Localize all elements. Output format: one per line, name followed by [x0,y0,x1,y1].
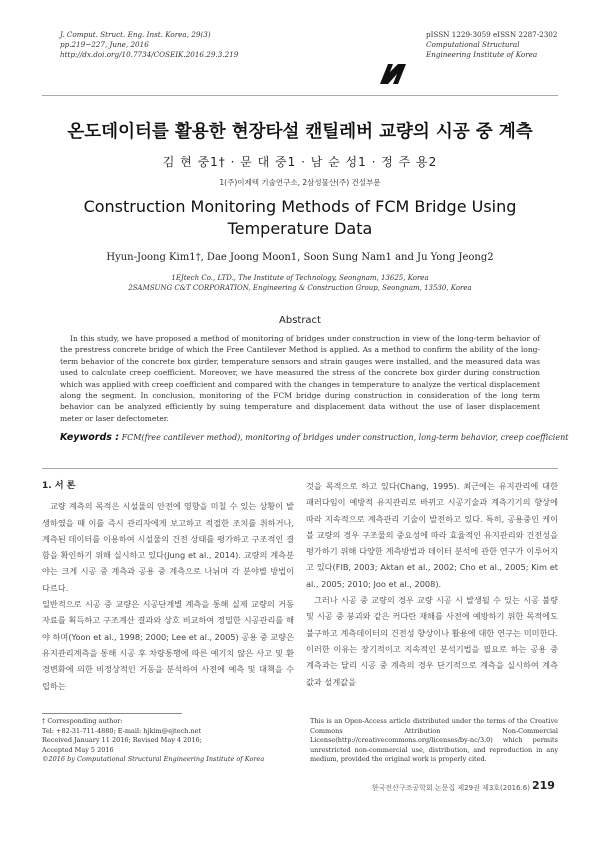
body-paragraph: 것을 목적으로 하고 있다(Chang, 1995). 최근에는 유지관리에 대한 패러다임이 예방적 유지관리로 바뀌고 시공기술과 계측기기의 향상에 따라 지속적으로 계측관리 기술이 발전하고 있다. 특히, 공용중인 케이블 교량의 경우 구조물의 중요성에 따라 효율적인 유지관리와 건전성을 평가하기 위해 다양한 계측방법과 데이터 분석에 관한 연구가 이루어지고 있다(FIB, 2003; Aktan et al., 2002; Cho et al., 2005; Kim et al., 2005; 2010; Joo et al., 2008). [306,481,558,589]
journal-logo-icon [378,62,408,86]
right-column [306,478,558,690]
korean-title: 온도데이터를 활용한 현장타설 캔틸레버 교량의 시공 중 계측 [67,122,533,142]
abstract-heading: Abstract [279,315,321,326]
english-affiliation-2: 2SAMSUNG C&T CORPORATION, Engineering & Construction Group, Seongnam, 13530, Korea [128,284,472,292]
body-paragraph: 교량 계측의 목적은 시설물의 안전에 영향을 미칠 수 있는 상황이 발생하였을 때 이를 즉시 관리자에게 보고하고 적절한 조치를 취하거나, 계측된 데이터를 이용하여 시설물의 건전 상태를 평가하고 구조적인 결함을 확인하기 위해 실시하고 있다(Jung et al., 2014). 교량의 계측분야는 크게 시공 중 계측과 공용 중 계측으로 나뉘며 각 분야별 방법이 다르다. [42,501,294,593]
footnote-line: Received January 11 2016; Revised May 4 2016; [42,736,202,745]
footnote-divider [42,713,182,714]
section-heading: 1. 서 론 [42,481,76,491]
issn-line: pISSN 1229-3059 eISSN 2287-2302 [426,30,558,39]
institute-line-1: Computational Structural [426,39,520,49]
english-title-line: Temperature Data [227,219,373,238]
left-column [42,478,294,694]
footnote-line: Accepted May 5 2016 [42,745,114,754]
body-paragraph: 일반적으로 시공 중 교량은 시공단계별 계측을 통해 실제 교량의 거동자료를 획득하고 구조계산 결과와 상호 비교하여 정밀한 시공관리를 해야 하며(Yoon et al., 1998; 2000; Lee et al., 2005) 공용 중 교량은 유지관리계측을 통해 시공 후 차량통행에 따른 예기치 않은 사고 및 환경변화에 의한 비정상적인 거동을 분석하여 사전에 예측 및 대책을 수립하는 [42,599,294,691]
footnote-line: Tel: +82-31-711-4880; E-mail: hjkim@ejtech.net [42,726,202,735]
abstract-divider [42,468,558,469]
body-paragraph: 그러나 시공 중 교량의 경우 교량 시공 시 발생될 수 있는 시공 불량 및 시공 중 붕괴와 같은 커다란 재해를 사전에 예방하기 위한 목적에도 불구하고 계측데이터의 건전성 향상이나 활용에 대한 연구는 미미한다. 이러한 이유는 장기적이고 지속적인 분석기법을 필요로 하는 공용 중 계측과는 달리 시공 중 계측의 경우 단기적으로 계측을 실시하여 계측값과 설계값을 [306,595,558,687]
page-number: 219 [532,779,555,792]
doi-link[interactable]: http://dx.doi.org/10.7734/COSEIK.2016.29.3.219 [60,49,239,59]
abstract-body: In this study, we have proposed a method of monitoring of bridges under construction in view of the long-term behavior of the prestress concrete bridge of which the Free Cantilever Method is applied. As a method to confirm the ability of the long-term behavior of the concrete box girder, temperature sensors and strain gauges were installed, and the measured data was used to calculate creep coefficient. Moreover, we have measured the stress of the concrete box girder during construction which was applied with creep coefficient and compared with the changes in temperature to analyze the vertical displacement along the segment. In conclusion, monitoring of the FCM bridge during construction in consideration of the long term behavior can be analyzed efficiently by suing temperature and displacement data without the use of laser displacement meter or laser defectometer. [60,334,540,423]
journal-footer: 한국전산구조공학회 논문집 제29권 제3호(2016.6) [371,784,530,792]
keywords-text: FCM(free cantilever method), monitoring of bridges under construction, long-term behavior, creep coefficient [121,433,569,442]
footnote-line: † Corresponding author: [42,717,123,725]
header-divider [42,95,558,96]
institute-line-2: Engineering Institute of Korea [426,49,538,59]
english-affiliation-1: 1EJtech Co., LTD., The Institute of Technology, Seongnam, 13625, Korea [171,274,429,282]
korean-affiliation: 1(주)이제텍 기술연구소, 2삼성물산(주) 건설부문 [219,178,381,187]
journal-line: J. Comput. Struct. Eng. Inst. Korea, 29(3) [60,30,211,39]
english-authors: Hyun-Joong Kim1†, Dae Joong Moon1, Soon Sung Nam1 and Ju Yong Jeong2 [106,252,494,263]
pages-line: pp.219~227, June, 2016 [60,39,149,49]
journal-citation [60,30,300,59]
correspondence-footnote [42,717,294,765]
english-title [60,196,540,240]
keywords [60,432,570,443]
footnote-line: ©2016 by Computational Structural Engineering Institute of Korea [42,755,265,764]
korean-authors: 김 현 중1† · 문 대 중1 · 남 순 성1 · 정 주 용2 [162,155,438,169]
issn-block [426,30,566,59]
english-title-line: Construction Monitoring Methods of FCM Bridge Using [83,197,517,216]
license-footnote: This is an Open-Access article distributed under the terms of the Creative Commons Attribution Non-Commercial License(http://creativecommons.org/licenses/by-nc/3.0) which permits unrestricted non-commercial use, distribution, and reproduction in any medium, provided the original work is properly cited. [310,717,558,764]
keywords-label: Keywords : [60,432,120,443]
